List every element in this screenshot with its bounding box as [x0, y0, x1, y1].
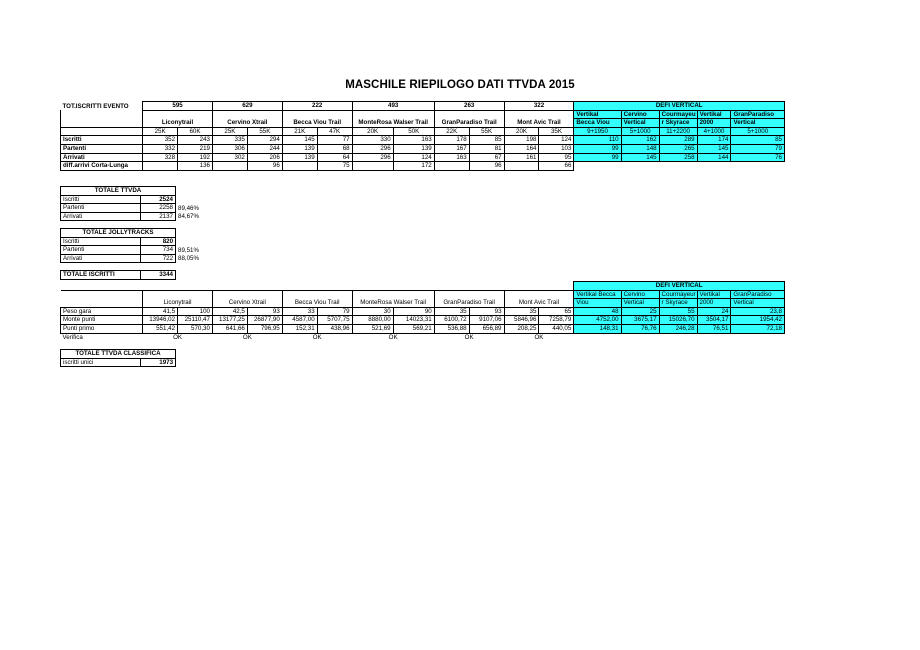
cell: 124	[539, 136, 574, 145]
row-label: Iscritti	[61, 237, 141, 246]
cell: 139	[282, 144, 317, 153]
distance: 35K	[539, 127, 574, 136]
cell: 296	[352, 144, 393, 153]
cell: 67	[469, 153, 504, 162]
cell: 30	[352, 307, 393, 316]
cell: 178	[434, 136, 469, 145]
table-row	[61, 307, 785, 316]
vertical-distance: 4+1000	[697, 127, 731, 136]
table-row	[61, 136, 785, 145]
cell: 294	[247, 136, 282, 145]
cell: 95	[539, 153, 574, 162]
race-name: GranParadiso Trail	[434, 299, 504, 308]
vertical-distance: 5+1000	[621, 127, 659, 136]
cell: 4752,00	[574, 316, 621, 325]
cell: 569,21	[393, 324, 434, 333]
cell: 14023,31	[393, 316, 434, 325]
row-label: Peso gara	[61, 307, 143, 316]
cell: 124	[393, 153, 434, 162]
table-row	[61, 144, 785, 153]
cell: 302	[212, 153, 247, 162]
cell: 551,42	[143, 324, 178, 333]
distance: 55K	[469, 127, 504, 136]
totale-ttvda-table	[60, 186, 211, 221]
cell: 55	[659, 307, 697, 316]
race-name: Mont Avic Trail	[504, 299, 574, 308]
row-label: Partenti	[61, 144, 143, 153]
totale-jollytracks-table	[60, 228, 211, 263]
cell: 208,25	[504, 324, 539, 333]
row-label: Arrivati	[61, 212, 141, 221]
row-label: Verifica	[62, 333, 83, 341]
cell: 163	[434, 153, 469, 162]
cell: 2524	[141, 195, 176, 204]
cell: 90	[393, 307, 434, 316]
totale-iscritti-table	[60, 270, 176, 280]
cell: 5707,75	[317, 316, 352, 325]
cell: 15026,70	[659, 316, 697, 325]
cell: 75	[317, 162, 352, 171]
cell: 7258,79	[539, 316, 574, 325]
cell: 5846,96	[504, 316, 539, 325]
cell: 734	[141, 246, 176, 255]
cell: 521,69	[352, 324, 393, 333]
distance: 47K	[317, 127, 352, 136]
cell: OK	[242, 333, 252, 341]
cell: 163	[393, 136, 434, 145]
cell: 152,31	[282, 324, 317, 333]
distance: 25K	[212, 127, 247, 136]
cell: 352	[143, 136, 178, 145]
vertical-name: r Skyrace	[659, 299, 697, 308]
row-label: Iscritti	[61, 136, 143, 145]
row-label: Punti primo	[61, 324, 143, 333]
cell: 219	[178, 144, 213, 153]
vertical-name: Vertical	[621, 119, 659, 128]
cell: 68	[317, 144, 352, 153]
vertical-name: Vertical	[731, 299, 785, 308]
cell: 103	[539, 144, 574, 153]
section-header: TOTALE JOLLYTRACKS	[61, 229, 176, 238]
cell: 99	[574, 144, 621, 153]
distance: 25K	[143, 127, 178, 136]
cell: 244	[247, 144, 282, 153]
cell: 328	[143, 153, 178, 162]
distance: 55K	[247, 127, 282, 136]
cell: 93	[469, 307, 504, 316]
cell: 24	[697, 307, 731, 316]
race-name: Cervino Xtrail	[212, 119, 282, 128]
page-title: MASCHILE RIEPILOGO DATI TTVDA 2015	[345, 79, 575, 91]
table-row	[61, 153, 785, 162]
row-label: Monte punti	[61, 316, 143, 325]
race-name: Becca Viou Trail	[282, 299, 352, 308]
vertical-name: Vertical	[621, 299, 659, 308]
cell: 172	[393, 162, 434, 171]
cell: 72,18	[731, 324, 785, 333]
race-name: Becca Viou Trail	[282, 119, 352, 128]
vertical-name: GranParadiso	[731, 290, 785, 299]
cell: 1973	[141, 358, 176, 367]
cell: 41,5	[143, 307, 178, 316]
race-name: Mont Avic Trail	[504, 119, 574, 128]
table-row	[61, 324, 785, 333]
cell: 722	[141, 254, 176, 263]
cell: 85	[469, 136, 504, 145]
row-label: Arrivati	[61, 254, 141, 263]
row-label: iscritti unici	[61, 358, 141, 367]
cell: 192	[178, 153, 213, 162]
distance: 20K	[352, 127, 393, 136]
cell: 88,05%	[178, 255, 200, 263]
cell: 89,51%	[178, 246, 200, 254]
cell: 96	[247, 162, 282, 171]
cell: 26877,90	[247, 316, 282, 325]
cell: 164	[504, 144, 539, 153]
section-header: TOTALE TTVDA CLASSIFICA	[61, 350, 176, 359]
cell: 265	[659, 144, 697, 153]
cell: 13946,02	[143, 316, 178, 325]
cell: 145	[621, 153, 659, 162]
cell: 76	[731, 153, 785, 162]
cell: 167	[434, 144, 469, 153]
cell: 2137	[141, 212, 176, 221]
table-row	[61, 162, 785, 171]
race-name: MonteRosa Walser Trail	[352, 299, 434, 308]
cell: 79	[317, 307, 352, 316]
cell: 656,89	[469, 324, 504, 333]
cell: 66	[539, 162, 574, 171]
summary-table	[60, 101, 785, 171]
cell: 8880,00	[352, 316, 393, 325]
cell: 570,30	[178, 324, 213, 333]
cell: 145	[282, 136, 317, 145]
race-name: Liconytrail	[143, 299, 213, 308]
defi-vertical-header: DEFI VERTICAL	[574, 282, 785, 291]
vertical-name: Vertikal	[574, 110, 621, 119]
distance: 21K	[282, 127, 317, 136]
distance: 22K	[434, 127, 469, 136]
table-row	[61, 316, 785, 325]
event-total: 263	[434, 102, 504, 111]
cell: 3675,17	[621, 316, 659, 325]
cell: 198	[504, 136, 539, 145]
cell: 76,76	[621, 324, 659, 333]
cell: 1954,42	[731, 316, 785, 325]
cell: 243	[178, 136, 213, 145]
cell: 81	[469, 144, 504, 153]
cell: 6100,72	[434, 316, 469, 325]
cell: 820	[141, 237, 176, 246]
row-label: Partenti	[61, 246, 141, 255]
cell: 33	[282, 307, 317, 316]
cell: OK	[173, 333, 183, 341]
section-header: TOTALE TTVDA	[61, 187, 176, 196]
row-label: Arrivati	[61, 153, 143, 162]
vertical-name: GranParadiso	[731, 110, 785, 119]
cell: 174	[697, 136, 731, 145]
cell: 25110,47	[178, 316, 213, 325]
cell: 148,31	[574, 324, 621, 333]
vertical-distance: 9+1950	[574, 127, 621, 136]
cell: 3504,17	[697, 316, 731, 325]
row-label: TOTALE ISCRITTI	[61, 271, 141, 280]
event-total: 595	[143, 102, 213, 111]
cell: 76,51	[697, 324, 731, 333]
distance: 50K	[393, 127, 434, 136]
event-total: 493	[352, 102, 434, 111]
cell: 330	[352, 136, 393, 145]
cell: 93	[247, 307, 282, 316]
cell: 48	[574, 307, 621, 316]
cell: 438,96	[317, 324, 352, 333]
cell: 2258	[141, 204, 176, 213]
cell: 77	[317, 136, 352, 145]
vertical-distance: 5+1000	[731, 127, 785, 136]
cell: 332	[143, 144, 178, 153]
race-name: Liconytrail	[143, 119, 213, 128]
cell: 206	[247, 153, 282, 162]
cell: 258	[659, 153, 697, 162]
cell: 148	[621, 144, 659, 153]
cell: 35	[504, 307, 539, 316]
cell: 335	[212, 136, 247, 145]
cell: 9107,06	[469, 316, 504, 325]
cell: 25	[621, 307, 659, 316]
cell: OK	[464, 333, 474, 341]
defi-vertical-header: DEFI VERTICAL	[574, 102, 785, 111]
cell: 96	[469, 162, 504, 171]
event-total: 222	[282, 102, 352, 111]
cell: 536,88	[434, 324, 469, 333]
cell: 23,8	[731, 307, 785, 316]
cell: 3344	[141, 271, 176, 280]
vertical-name: Vertikal	[697, 290, 731, 299]
cell: 84,67%	[178, 213, 199, 221]
vertical-name: Vertical	[731, 119, 785, 128]
cell: 139	[393, 144, 434, 153]
table-row	[61, 333, 785, 341]
cell: 139	[282, 153, 317, 162]
row-label: diff.arrivi Corta-Lunga	[61, 162, 143, 171]
vertical-name: Vertikal	[697, 110, 731, 119]
cell: 289	[659, 136, 697, 145]
cell: OK	[388, 333, 398, 341]
cell: 35	[434, 307, 469, 316]
race-name: Cervino Xtrail	[212, 299, 282, 308]
cell: 440,05	[539, 324, 574, 333]
cell: 42,5	[212, 307, 247, 316]
cell: 89,46%	[178, 204, 199, 212]
cell: 296	[352, 153, 393, 162]
distance: 20K	[504, 127, 539, 136]
cell: 306	[212, 144, 247, 153]
cell: 65	[539, 307, 574, 316]
vertical-name: Courmayeu	[659, 110, 697, 119]
vertical-name: Courmayeur	[659, 290, 697, 299]
race-name: GranParadiso Trail	[434, 119, 504, 128]
cell: 110	[574, 136, 621, 145]
vertical-name: Vertikal Becca	[574, 290, 621, 299]
vertical-name: r Skyrace	[659, 119, 697, 128]
vertical-name: 2000	[697, 299, 731, 308]
vertical-distance: 11+2200	[659, 127, 697, 136]
totale-classifica-table	[60, 349, 176, 367]
vertical-name: Cervino	[621, 110, 659, 119]
cell: 162	[621, 136, 659, 145]
row-label: Partenti	[61, 204, 141, 213]
cell: OK	[312, 333, 322, 341]
event-total: 629	[212, 102, 282, 111]
cell: 64	[317, 153, 352, 162]
cell: 100	[178, 307, 213, 316]
cell: 99	[574, 153, 621, 162]
cell: 136	[178, 162, 213, 171]
cell: 144	[697, 153, 731, 162]
distance: 60K	[178, 127, 213, 136]
cell: OK	[534, 333, 544, 341]
vertical-name: Cervino	[621, 290, 659, 299]
row-label: Iscritti	[61, 195, 141, 204]
cell: 145	[697, 144, 731, 153]
total-event-label: TOT.ISCRITTI EVENTO	[62, 102, 129, 110]
cell: 641,66	[212, 324, 247, 333]
cell: 79	[731, 144, 785, 153]
vertical-name: Viou	[574, 299, 621, 308]
cell: 161	[504, 153, 539, 162]
cell: 85	[731, 136, 785, 145]
vertical-name: Becca Viou	[574, 119, 621, 128]
cell: 13177,25	[212, 316, 247, 325]
cell	[176, 237, 211, 246]
cell: 4587,00	[282, 316, 317, 325]
cell	[176, 195, 211, 204]
points-table	[60, 281, 785, 341]
race-name: MonteRosa Walser Trail	[352, 119, 434, 128]
cell: 246,28	[659, 324, 697, 333]
event-total: 322	[504, 102, 574, 111]
vertical-name: 2000	[697, 119, 731, 128]
cell: 796,95	[247, 324, 282, 333]
